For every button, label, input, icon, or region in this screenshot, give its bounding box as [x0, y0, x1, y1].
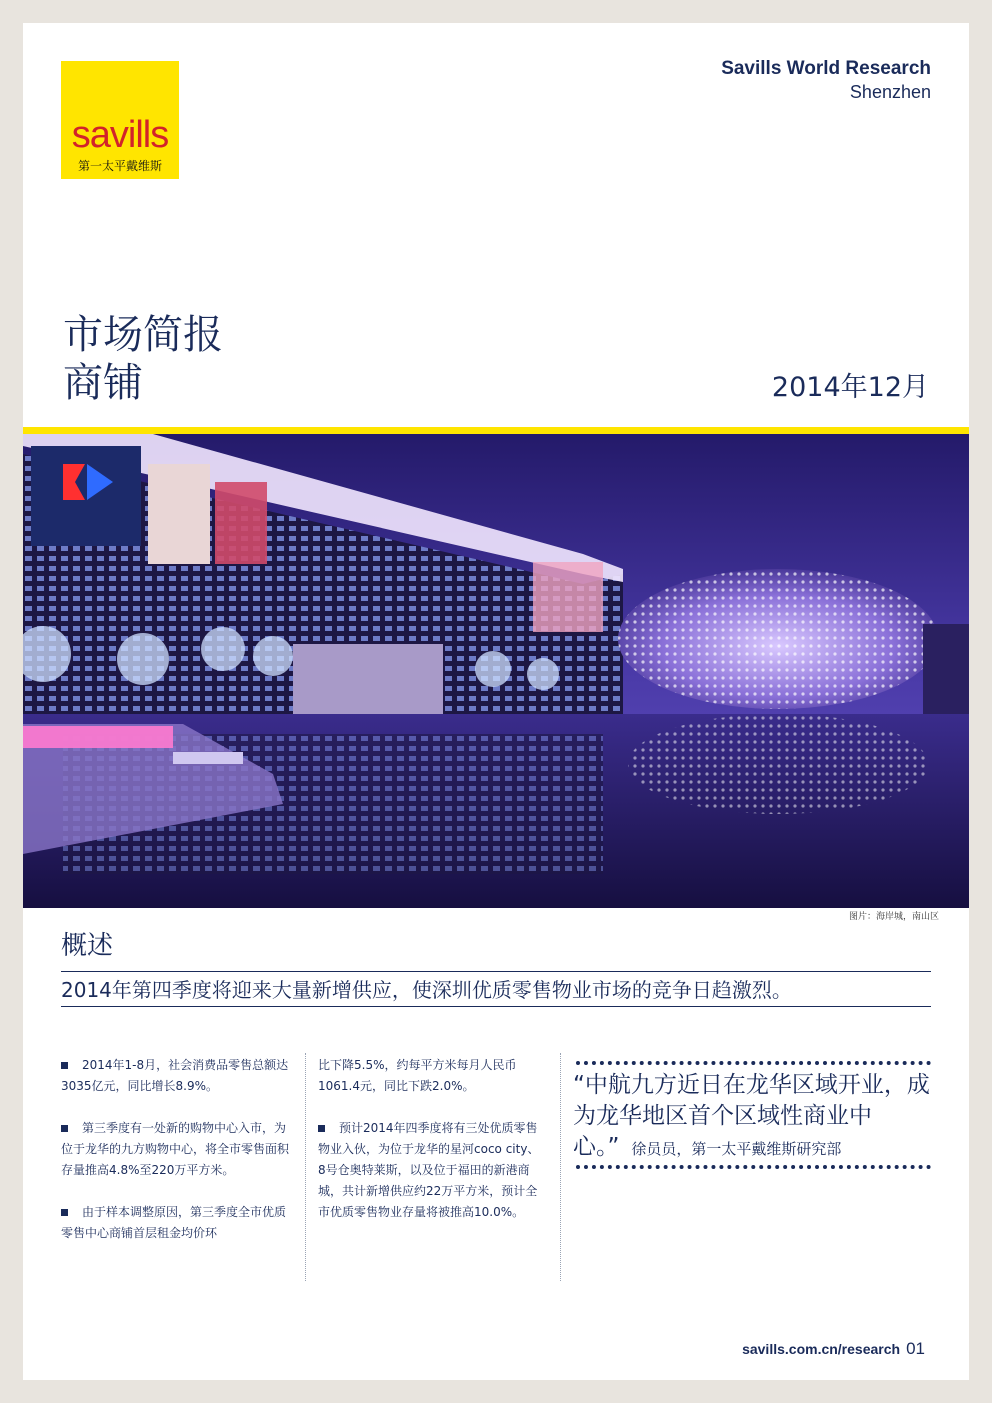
lead-top-rule — [61, 971, 931, 972]
report-title — [63, 311, 223, 407]
bullet-paragraph — [318, 1118, 546, 1223]
text-column-1 — [61, 1055, 289, 1265]
paragraph-text: 第三季度有一处新的购物中心入市，为位于龙华的九方购物中心，将全市零售面积存量推高4.8%至220万平方米。 — [61, 1121, 290, 1177]
page-footer — [742, 1339, 925, 1359]
footer-url[interactable]: savills.com.cn/research — [742, 1341, 901, 1357]
bullet-paragraph — [61, 1118, 289, 1181]
pull-quote — [573, 1070, 943, 1165]
paragraph-text: 2014年1-8月，社会消费品零售总额达3035亿元，同比增长8.9%。 — [61, 1058, 289, 1093]
title-line-2: 商铺 — [63, 360, 143, 406]
bullet-paragraph — [61, 1202, 289, 1244]
lead-bottom-rule — [61, 1006, 931, 1007]
continued-paragraph — [318, 1055, 546, 1097]
paragraph-text: 比下降5.5%，约每平方米每月人民币1061.4元，同比下跌2.0%。 — [318, 1058, 517, 1093]
logo-wordmark: savills — [71, 114, 169, 156]
report-page — [23, 23, 969, 1380]
column-divider — [305, 1053, 306, 1281]
paragraph-text: 由于样本调整原因，第三季度全市优质零售中心商铺首层租金均价环 — [61, 1205, 287, 1240]
text-column-2 — [318, 1055, 546, 1244]
page-number: 01 — [906, 1339, 925, 1358]
title-line-1: 市场简报 — [63, 312, 223, 358]
yellow-divider — [23, 427, 969, 434]
overview-lead: 2014年第四季度将迎来大量新增供应，使深圳优质零售物业市场的竞争日趋激烈。 — [61, 978, 792, 1002]
header-city: Shenzhen — [849, 82, 931, 102]
overview-heading: 概述 — [61, 931, 114, 961]
quote-attribution: 徐员员，第一太平戴维斯研究部 — [631, 1140, 842, 1158]
report-date: 2014年12月 — [771, 372, 929, 403]
bullet-square-icon — [318, 1125, 325, 1132]
photo-caption: 图片：海岸城，南山区 — [848, 912, 939, 922]
column-divider — [560, 1053, 561, 1281]
header-org: Savills World Research — [721, 58, 931, 79]
bullet-square-icon — [61, 1209, 68, 1216]
logo-cn-name: 第一太平戴维斯 — [77, 159, 162, 173]
quote-top-dots — [576, 1061, 931, 1065]
bullet-square-icon — [61, 1062, 68, 1069]
quote-text: “中航九方近日在龙华区域开业，成为龙华地区首个区域性商业中心。” — [573, 1072, 930, 1160]
paragraph-text: 预计2014年四季度将有三处优质零售物业入伙，为位于龙华的星河coco city、8号仓奥特莱斯，以及位于福田的新港商城，共计新增供应约22万平方米，预计全市优质零售物业存量将被推高10.0%。 — [318, 1121, 540, 1219]
bullet-square-icon — [61, 1125, 68, 1132]
savills-logo — [61, 61, 179, 179]
cover-photo — [23, 434, 969, 908]
bullet-paragraph — [61, 1055, 289, 1097]
quote-bottom-dots — [576, 1165, 931, 1169]
header-research-label — [721, 57, 931, 103]
